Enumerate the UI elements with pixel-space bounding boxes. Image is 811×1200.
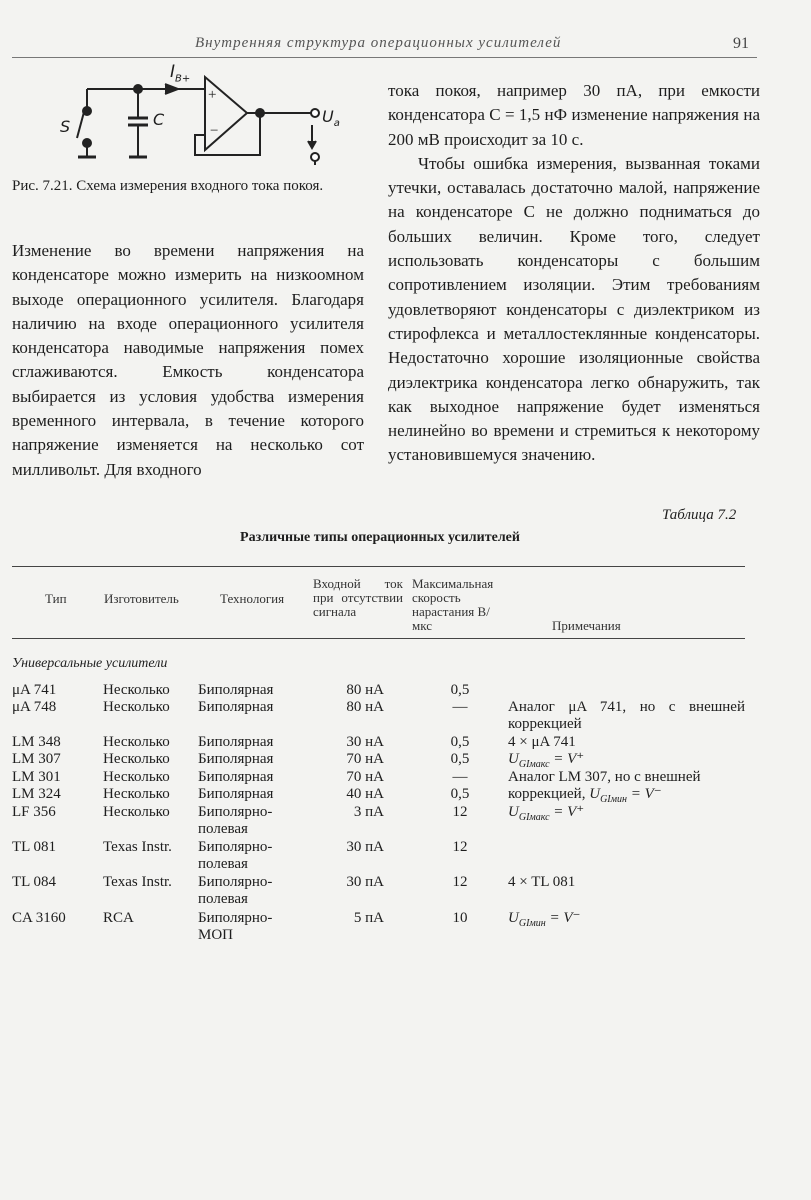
cell-note [508, 804, 745, 826]
header-notes: Примечания [552, 618, 621, 633]
note-formula: GIмин [600, 794, 627, 805]
cell-maker: RCA [103, 910, 134, 926]
table-title: Различные типы операционных усилителей [240, 530, 520, 545]
cell-current: 80 нА [346, 682, 384, 698]
header-tech: Технология [220, 591, 285, 606]
cell-tech: Биполярно-полевая [198, 874, 273, 907]
cell-slew: 12 [452, 804, 468, 820]
cell-maker: Несколько [103, 751, 170, 767]
cell-current: 5 пА [353, 910, 384, 926]
cell-maker: Несколько [103, 769, 170, 785]
cell-note [508, 910, 745, 932]
cell-slew: 0,5 [450, 734, 470, 750]
note-text: 4 × μA 741 [508, 734, 576, 750]
capacitor-icon [128, 118, 148, 125]
note-text: 4 × TL 081 [508, 874, 576, 890]
header-type: Тип [45, 591, 67, 606]
note-text: коррекцией, [508, 786, 590, 802]
note-formula: GIмин [518, 918, 546, 929]
running-header: Внутренняя структура операционных усилителей [195, 35, 562, 51]
current-arrow-icon [165, 84, 178, 94]
output-label: $U_a$ [322, 107, 340, 130]
cell-tech: Биполярная [198, 769, 274, 785]
cell-type: CA 3160 [12, 910, 66, 926]
header-slew: Максимальная скорость нарастания В/мкс [412, 576, 494, 633]
cell-note [508, 734, 745, 751]
table-top-rule [12, 566, 745, 567]
switch-icon [77, 112, 84, 138]
cell-slew: 0,5 [450, 751, 470, 767]
cell-type: LF 356 [12, 804, 56, 820]
cell-maker: Несколько [103, 699, 170, 715]
cell-current: 70 нА [346, 751, 384, 767]
cell-current: 80 нА [346, 699, 384, 715]
note-formula: U [589, 786, 601, 802]
figure-caption: Рис. 7.21. Схема измерения входного тока покоя. [12, 178, 324, 194]
cell-type: LM 348 [12, 734, 61, 750]
cell-slew: 10 [452, 910, 468, 926]
cell-type: LM 307 [12, 751, 61, 767]
cell-tech: Биполярная [198, 682, 274, 698]
cell-note [508, 699, 745, 733]
cell-tech: Биполярная [198, 751, 274, 767]
note-formula: U [508, 804, 519, 820]
note-formula: U [508, 910, 519, 926]
note-formula: = V⁺ [549, 804, 585, 820]
cell-current: 30 пА [346, 874, 384, 890]
cell-note [508, 769, 745, 786]
header-maker: Изготовитель [104, 591, 179, 606]
cell-slew: 12 [452, 874, 468, 890]
cell-maker: Texas Instr. [103, 839, 172, 855]
note-formula: U [508, 751, 519, 767]
right-column-text: тока покоя, например 30 пА, при емкости конденсатора C = 1,5 нФ изменение напряжения на 200 мВ происходит за 10 с. Чтобы ошибка измерения, вызванная токами утечки, оставалась достаточно малой, напряжение на конденсаторе C не должно подниматься до больших величин. Кроме того, следует использовать конденсаторы с большим сопротивлением изоляции. Этим требованиям удовлетворяют конденсаторы с диэлектриком из стирофлекса и металлостеклянные конденсаторы. Недостаточно хорошие изоляционные свойства диэлектрика конденсатора легко обнаружить, так как выходное напряжение будет изменяться нелинейно во времени и стремиться к некоторому установившемуся значению. [388, 81, 760, 465]
cell-tech: Биполярно-полевая [198, 839, 273, 872]
current-label: $I_{B+}$ [170, 62, 191, 85]
plus-label: + [208, 87, 217, 103]
header-current: Входной ток при отсутствии сигнала [313, 576, 403, 619]
capacitor-label: C [153, 110, 165, 129]
cell-type: μA 748 [12, 699, 57, 715]
cell-type: LM 301 [12, 769, 61, 785]
cell-slew: — [452, 769, 468, 785]
note-formula: GIмакс [518, 812, 550, 823]
cell-note [508, 874, 745, 891]
cell-current: 30 пА [346, 839, 384, 855]
note-formula: GIмакс [518, 759, 550, 770]
table-group-label: Универсальные усилители [12, 656, 168, 671]
cell-type: TL 084 [12, 874, 57, 890]
cell-type: μA 741 [12, 682, 57, 698]
cell-type: TL 081 [12, 839, 57, 855]
table-header-rule [12, 638, 745, 639]
cell-slew: — [452, 699, 468, 715]
note-formula: = V⁻ [626, 786, 662, 802]
cell-tech: Биполярная [198, 699, 274, 715]
cell-maker: Несколько [103, 734, 170, 750]
cell-current: 30 нА [346, 734, 384, 750]
cell-maker: Несколько [103, 682, 170, 698]
minus-label: − [210, 123, 219, 139]
cell-tech: Биполярно-полевая [198, 804, 273, 837]
note-text: Аналог LM 307, но с внешней [508, 769, 701, 785]
cell-maker: Несколько [103, 786, 170, 802]
left-column-text: Изменение во времени напряжения на конденсаторе можно измерить на низкоомном выходе операционного усилителя. Благодаря наличию на входе операционного усилителя конденсатора наводимые напряжения помех сглаживаются. Емкость конденсатора выбирается из условия удобства измерения временного интервала, в течение которого напряжение изменяется на несколько сот милливольт. Для входного [12, 241, 364, 479]
cell-slew: 0,5 [450, 682, 470, 698]
cell-current: 40 нА [346, 786, 384, 802]
note-text: Аналог μA 741, но с внешней коррекцией [508, 699, 745, 732]
cell-current: 70 нА [346, 769, 384, 785]
cell-tech: Биполярная [198, 734, 274, 750]
cell-maker: Несколько [103, 804, 170, 820]
cell-type: LM 324 [12, 786, 61, 802]
table-number: Таблица 7.2 [662, 507, 737, 523]
cell-maker: Texas Instr. [103, 874, 172, 890]
note-formula: = V⁺ [549, 751, 585, 767]
note-formula: = V⁻ [545, 910, 581, 926]
switch-label: S [60, 117, 71, 136]
cell-slew: 0,5 [450, 786, 470, 802]
page-number: 91 [733, 35, 749, 52]
cell-tech: Биполярная [198, 786, 274, 802]
cell-tech: Биполярно-МОП [198, 910, 273, 943]
cell-slew: 12 [452, 839, 468, 855]
cell-current: 3 пА [353, 804, 384, 820]
